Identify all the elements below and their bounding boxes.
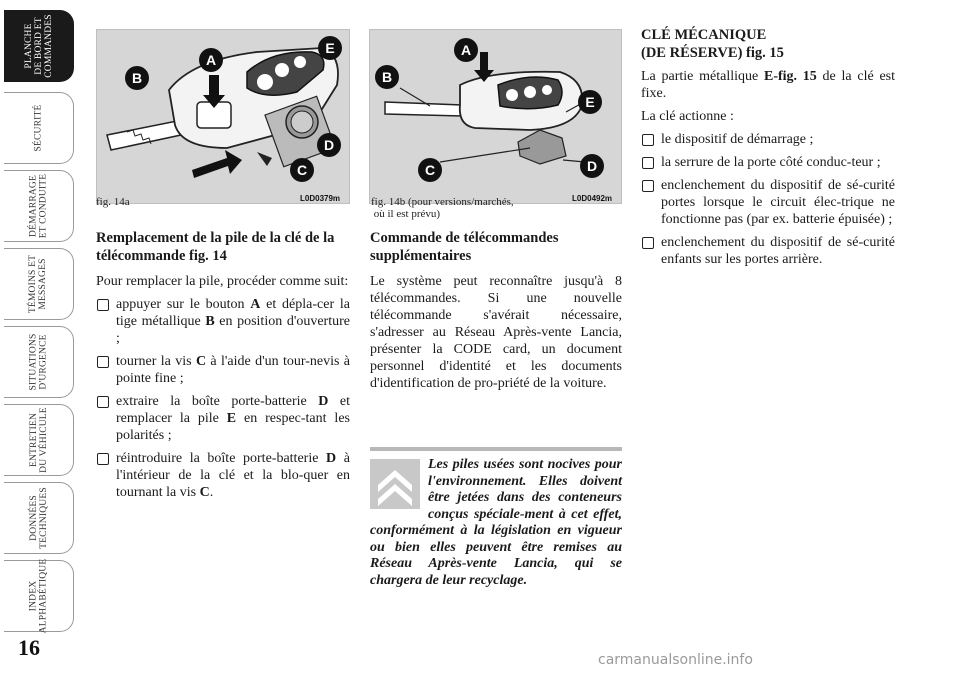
key-battery-illustration [370,30,622,204]
letter-c: C [296,162,308,178]
letter-e: E [325,40,335,56]
intro-text: La clé actionne : [641,109,734,124]
list-item: la serrure de la porte côté conduc-teur ; [641,154,895,171]
list-item: enclenchement du dispositif de sé-curité portes lorsque le circuit élec-trique ne fonctionne pas (par ex. batterie épuisée) ; [641,177,895,228]
letter-c: C [424,162,436,178]
figure-code: L0D0379m [300,194,341,203]
tab-donnees[interactable] [4,482,74,554]
page-number: 16 [18,635,40,660]
letter-e: E [585,94,595,110]
list-item: enclenchement du dispositif de sé-curité enfants sur les portes arrière. [641,234,895,268]
chapter-sidebar [0,0,78,677]
tab-entretien[interactable] [4,404,74,476]
tab-label: TÉMOINS ET MESSAGES [28,254,49,314]
key-battery-illustration [97,30,350,204]
figure-14b [369,29,622,204]
letter-b: B [381,69,393,85]
tab-label: DÉMARRAGE ET CONDUITE [28,173,49,239]
tab-label: PLANCHE DE BORD ET COMMANDES [23,14,54,78]
tab-label: SITUATIONS D'URGENCE [28,333,49,391]
list-item: extraire la boîte porte-batterie D et remplacer la pile E en respec-tant les polarités ; [96,393,350,444]
battery-replacement-section [96,229,350,507]
intro-text: Pour remplacer la pile, procéder comme suit: [96,274,349,289]
recycle-icon [370,459,420,509]
figure-14a [96,29,350,204]
note-text: Les piles usées sont nocives pour l'environnement. Elles doivent être jetées dans des conteneurs conçus spéciale-ment à cet effet, conformément à la législation en vigueur ou bien elles peuvent être remises au Réseau Après-vente Lancia, qui se chargera de leur recyclage. [370,457,622,588]
list-item: le dispositif de démarrage ; [641,131,895,148]
list-item: tourner la vis C à l'aide d'un tour-nevis à pointe fine ; [96,353,350,387]
tab-urgence[interactable] [4,326,74,398]
section-heading: CLÉ MÉCANIQUE (DE RÉSERVE) fig. 15 [641,27,784,61]
letter-b: B [131,70,143,86]
list-item: réintroduire la boîte porte-batterie D à l'intérieur de la clé et la blo-quer en tournant la vis C. [96,450,350,501]
letter-d: D [323,137,335,153]
letter-a: A [460,42,472,58]
figure-caption: fig. 14a [96,196,130,208]
body-text: Le système peut reconnaître jusqu'à 8 télécommandes. Si une nouvelle télécommande s'avérait nécessaire, s'adresser au Réseau Après-vente Lancia, présenter la CODE card, un document personnel d'identité et les documents d'identification de pro-priété de la voiture. [370,274,622,391]
tab-demarrage[interactable] [4,170,74,242]
mechanical-key-section [641,26,895,274]
tab-planche-de-bord[interactable] [4,10,74,82]
tab-label: INDEX ALPHABÉTIQUE [28,558,49,634]
list-item: appuyer sur le bouton A et dépla-cer la tige métallique B en position d'ouverture ; [96,296,350,347]
tab-securite[interactable] [4,92,74,164]
section-heading: Commande de télécommandes supplémentaires [370,230,559,264]
watermark: carmanualsonline.info [598,652,753,668]
figure-caption: fig. 14b (pour versions/marchés, où il est prévu) [371,196,514,220]
letter-d: D [586,158,598,174]
environment-note [370,447,622,589]
tab-temoins[interactable] [4,248,74,320]
tab-label: ENTRETIEN DU VÉHICULE [28,407,49,473]
body-text: La partie métallique E-fig. 15 de la clé est fixe. [641,69,895,101]
tab-label: DONNÉES TECHNIQUES [28,487,49,549]
additional-remotes-section [370,229,622,398]
figure-code: L0D0492m [572,194,613,203]
tab-index[interactable] [4,560,74,632]
section-heading: Remplacement de la pile de la clé de la télécommande fig. 14 [96,230,335,264]
tab-label: SÉCURITÉ [33,104,44,152]
letter-a: A [205,52,217,68]
